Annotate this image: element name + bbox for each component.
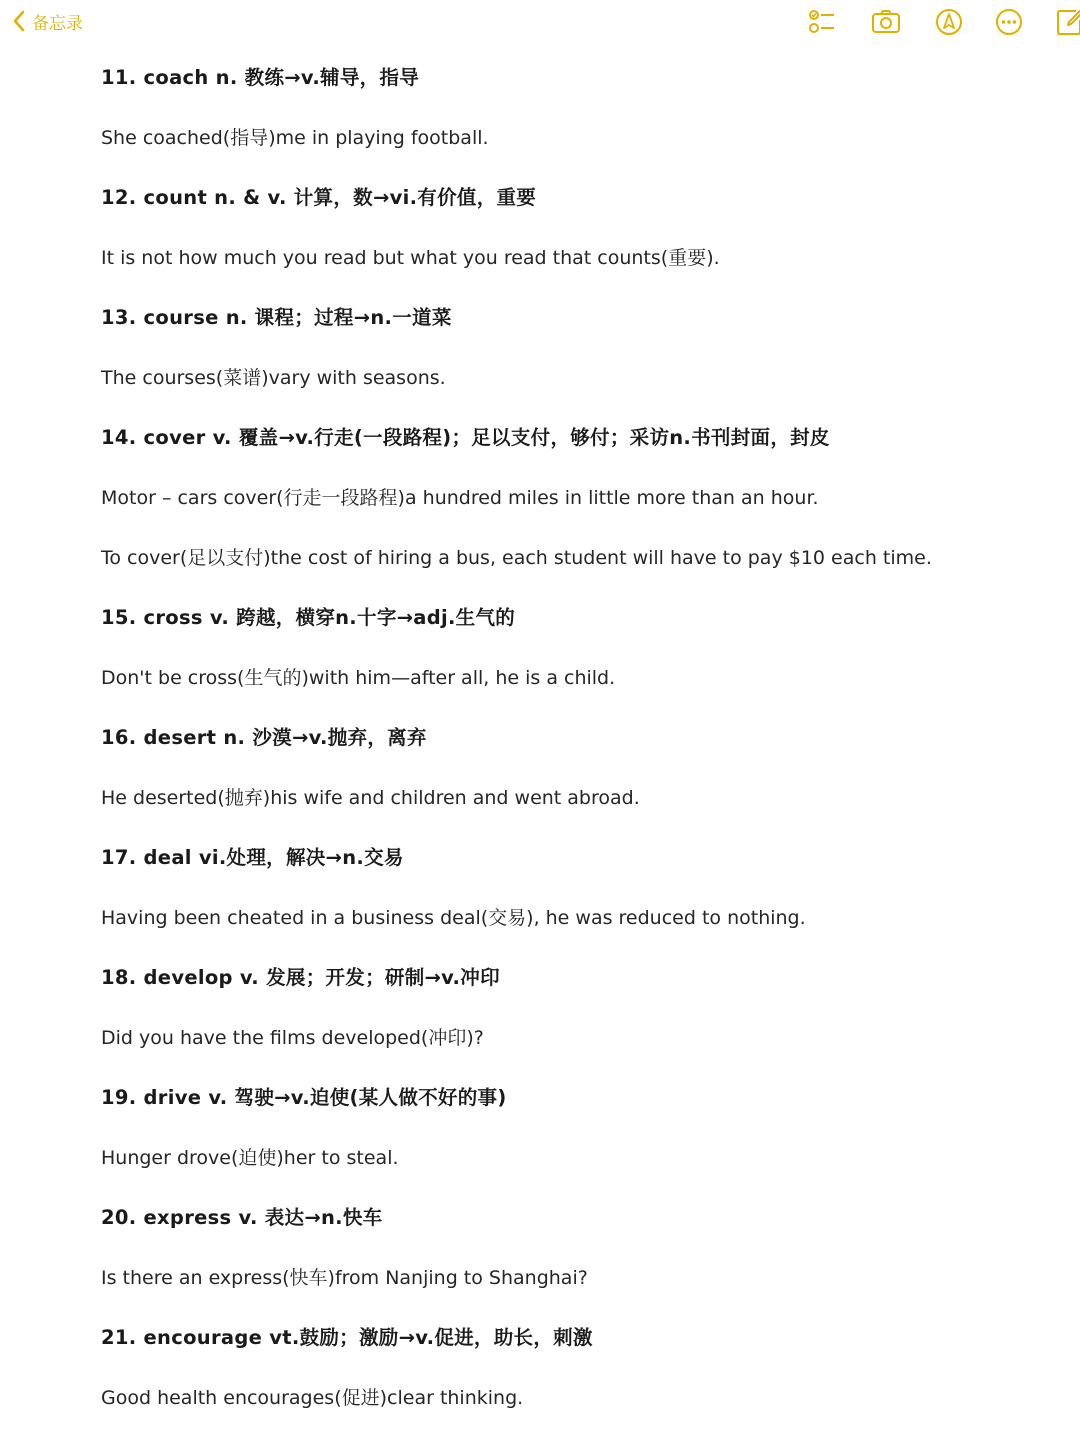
compose-icon <box>1054 6 1080 38</box>
example-sentence: Having been cheated in a business deal(交易), he was reduced to nothing. <box>101 907 806 929</box>
vocab-entry-heading: 18. develop v. 发展；开发；研制→v.冲印 <box>101 966 500 989</box>
note-body[interactable] <box>101 58 1061 1438</box>
vocab-entry-heading: 19. drive v. 驾驶→v.迫使(某人做不好的事) <box>101 1086 507 1109</box>
markup-button[interactable] <box>933 6 965 38</box>
chevron-left-icon <box>10 9 28 33</box>
vocab-entry-heading: 15. cross v. 跨越，横穿n.十字→adj.生气的 <box>101 606 516 629</box>
vocab-entry-heading: 16. desert n. 沙漠→v.抛弃，离弃 <box>101 726 427 749</box>
vocab-entry-heading: 17. deal vi.处理，解决→n.交易 <box>101 846 404 869</box>
back-button[interactable] <box>10 8 83 34</box>
example-sentence: Did you have the films developed(冲印)? <box>101 1027 484 1049</box>
vocab-entry-heading: 13. course n. 课程；过程→n.一道菜 <box>101 306 452 329</box>
example-sentence: Is there an express(快车)from Nanjing to Shanghai? <box>101 1267 588 1289</box>
back-label: 备忘录 <box>32 13 83 34</box>
example-sentence: It is not how much you read but what you read that counts(重要). <box>101 247 720 269</box>
vocab-entry-heading: 14. cover v. 覆盖→v.行走(一段路程)；足以支付，够付；采访n.书刊封面，封皮 <box>101 426 830 449</box>
example-sentence: The courses(菜谱)vary with seasons. <box>101 367 446 389</box>
vocab-entry-heading: 11. coach n. 教练→v.辅导，指导 <box>101 66 420 89</box>
example-sentence: He deserted(抛弃)his wife and children and went abroad. <box>101 787 640 809</box>
more-button[interactable] <box>993 6 1025 38</box>
more-ellipsis-icon <box>993 6 1025 38</box>
example-sentence: Motor – cars cover(行走一段路程)a hundred miles in little more than an hour. <box>101 487 819 509</box>
vocab-entry-heading: 21. encourage vt.鼓励；激励→v.促进，助长，刺激 <box>101 1326 593 1349</box>
camera-button[interactable] <box>870 6 902 38</box>
example-sentence: She coached(指导)me in playing football. <box>101 127 489 149</box>
camera-icon <box>870 6 902 38</box>
checklist-button[interactable] <box>806 6 838 38</box>
vocab-entry-heading: 12. count n. & v. 计算，数→vi.有价值，重要 <box>101 186 537 209</box>
markup-pen-icon <box>933 6 965 38</box>
notes-toolbar <box>0 0 1080 44</box>
example-sentence: Good health encourages(促进)clear thinking. <box>101 1387 524 1409</box>
example-sentence: To cover(足以支付)the cost of hiring a bus, each student will have to pay $10 each time. <box>101 547 932 569</box>
compose-button[interactable] <box>1054 6 1080 38</box>
checklist-icon <box>806 6 838 38</box>
example-sentence: Don't be cross(生气的)with him—after all, he is a child. <box>101 667 616 689</box>
vocab-entry-heading: 20. express v. 表达→n.快车 <box>101 1206 383 1229</box>
example-sentence: Hunger drove(迫使)her to steal. <box>101 1147 399 1169</box>
